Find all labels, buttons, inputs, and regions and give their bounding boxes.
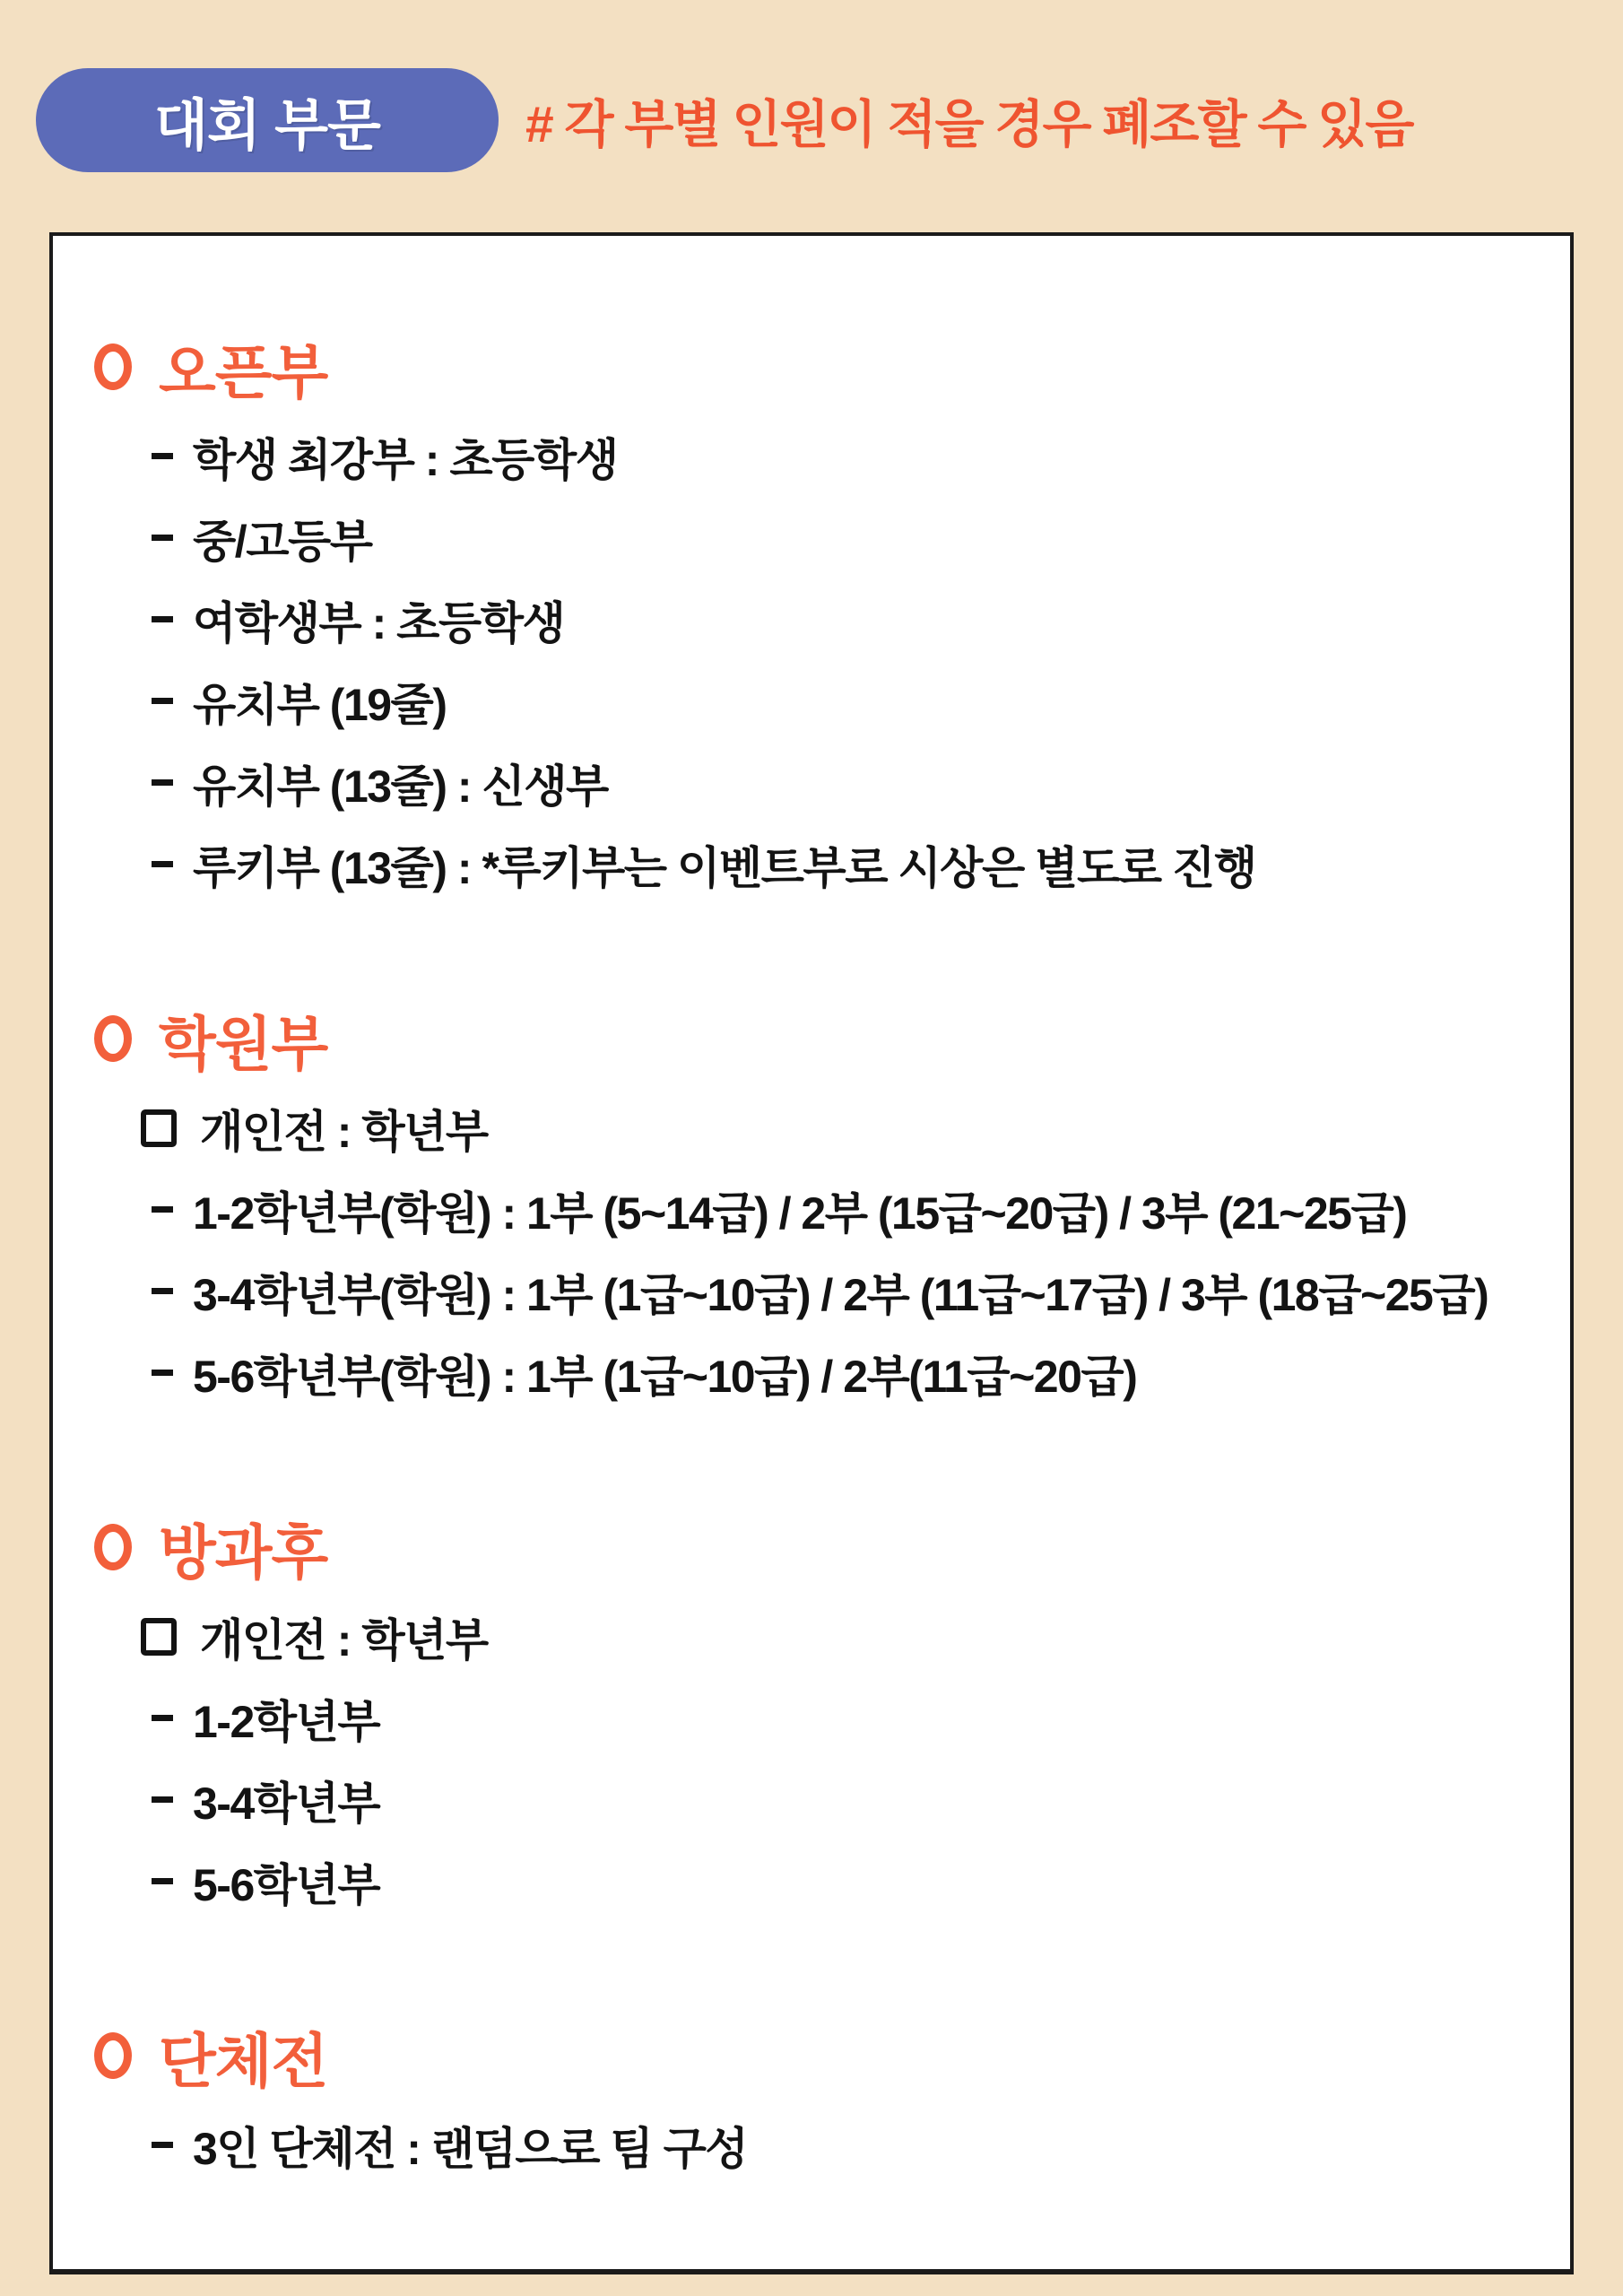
- section-title: [94, 2014, 1554, 2097]
- dash-bullet-icon: [152, 698, 173, 704]
- list-item: [94, 578, 1554, 660]
- list-item: [94, 1840, 1554, 1922]
- section-title: [94, 997, 1554, 1080]
- list-item: [94, 742, 1554, 823]
- badge-label: 대회 부문: [154, 94, 380, 157]
- dash-bullet-icon: [152, 1370, 173, 1376]
- section-open-division: [94, 326, 1554, 905]
- list-item: [94, 1677, 1554, 1759]
- list-item-text: 루키부 (13줄) : *루키부는 이벤트부로 시상은 별도로 진행: [193, 842, 1256, 893]
- dash-bullet-icon: [152, 861, 173, 867]
- list-item: [94, 1596, 1554, 1677]
- list-item-text: 개인전 : 학년부: [200, 1614, 488, 1665]
- list-item: [94, 2104, 1554, 2186]
- dash-bullet-icon: [152, 1206, 173, 1213]
- list-item: [94, 497, 1554, 578]
- dash-bullet-icon: [152, 1796, 173, 1803]
- competition-category-badge: [36, 68, 499, 172]
- dash-bullet-icon: [152, 779, 173, 786]
- list-item: [94, 1759, 1554, 1840]
- dash-bullet-icon: [152, 453, 173, 459]
- circle-bullet-icon: [94, 1524, 132, 1570]
- list-item: [94, 1169, 1554, 1250]
- list-item-text: 중/고등부: [193, 516, 372, 567]
- circle-bullet-icon: [94, 344, 132, 390]
- section-title: [94, 326, 1554, 408]
- list-item: [94, 415, 1554, 497]
- list-item-text: 5-6학년부(학원) : 1부 (1급~10급) / 2부(11급~20급): [193, 1351, 1137, 1402]
- square-bullet-icon: [141, 1618, 177, 1656]
- list-item-text: 3인 단체전 : 랜덤으로 팀 구성: [193, 2123, 748, 2174]
- dash-bullet-icon: [152, 616, 173, 622]
- section-team-division: [94, 2014, 1554, 2186]
- list-item-text: 1-2학년부(학원) : 1부 (5~14급) / 2부 (15급~20급) / 3부 (21~25급): [193, 1187, 1407, 1239]
- section-academy-division: [94, 997, 1554, 1413]
- content-panel: [49, 232, 1574, 2274]
- list-item: [94, 660, 1554, 742]
- list-item-text: 3-4학년부(학원) : 1부 (1급~10급) / 2부 (11급~17급) / 3부 (18급~25급): [193, 1269, 1488, 1320]
- list-item-text: 여학생부 : 초등학생: [193, 597, 565, 648]
- list-item-text: 유치부 (19줄): [193, 679, 447, 730]
- list-item-text: 1-2학년부: [193, 1696, 380, 1747]
- dash-bullet-icon: [152, 535, 173, 541]
- section-title-text: 학원부: [159, 1010, 328, 1077]
- section-afterschool-division: [94, 1506, 1554, 1922]
- dash-bullet-icon: [152, 1878, 173, 1884]
- list-item-text: 5-6학년부: [193, 1859, 380, 1910]
- list-item: [94, 1087, 1554, 1169]
- section-title-text: 오픈부: [159, 338, 328, 405]
- square-bullet-icon: [141, 1109, 177, 1147]
- list-item-text: 학생 최강부 : 초등학생: [193, 434, 618, 485]
- circle-bullet-icon: [94, 1015, 132, 1062]
- list-item-text: 유치부 (13줄) : 신생부: [193, 761, 608, 812]
- dash-bullet-icon: [152, 1288, 173, 1294]
- list-item: [94, 1250, 1554, 1332]
- dash-bullet-icon: [152, 1715, 173, 1721]
- list-item-text: 3-4학년부: [193, 1778, 380, 1829]
- section-title: [94, 1506, 1554, 1588]
- list-item: [94, 1332, 1554, 1413]
- section-title-text: 방과후: [159, 1518, 328, 1586]
- circle-bullet-icon: [94, 2032, 132, 2079]
- list-item: [94, 823, 1554, 905]
- header-note: # 각 부별 인원이 적을 경우 폐조할 수 있음: [525, 96, 1413, 153]
- list-item-text: 개인전 : 학년부: [200, 1106, 488, 1157]
- dash-bullet-icon: [152, 2142, 173, 2148]
- section-title-text: 단체전: [159, 2027, 328, 2094]
